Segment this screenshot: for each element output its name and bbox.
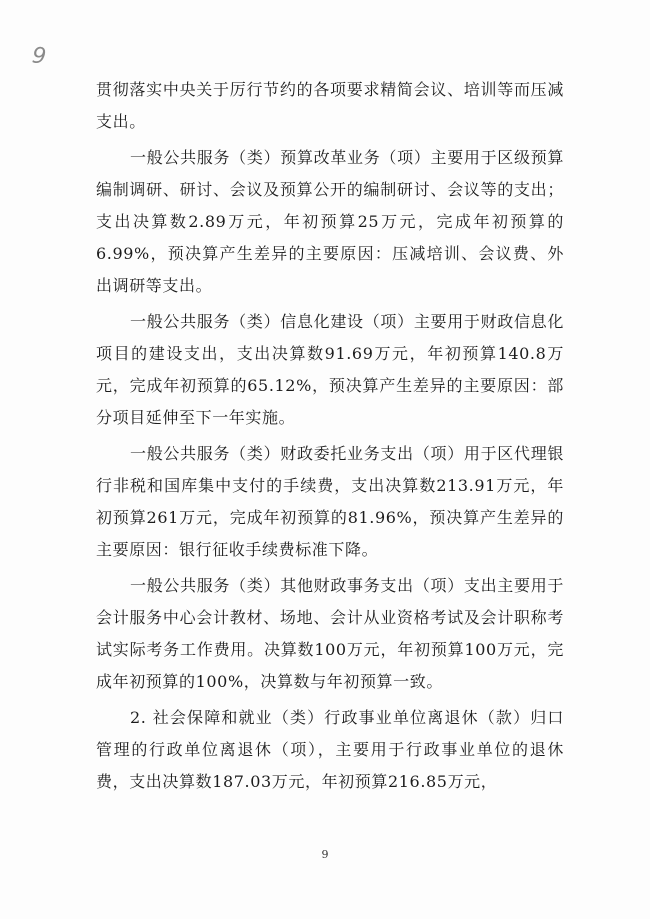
- document-body: [96, 74, 564, 802]
- paragraph-informatization: 一般公共服务（类）信息化建设（项）主要用于财政信息化项目的建设支出，支出决算数91.69万元，年初预算140.8万元，完成年初预算的65.12%，预决算产生差异的主要原因：部分项目延伸至下一年实施。: [96, 312, 564, 427]
- paragraph-continuation: 贯彻落实中央关于厉行节约的各项要求精简会议、培训等而压减支出。: [96, 80, 564, 131]
- paragraph-budget-reform: 一般公共服务（类）预算改革业务（项）主要用于区级预算编制调研、研讨、会议及预算公开的编制研讨、会议等的支出；支出决算数2.89万元，年初预算25万元，完成年初预算的6.99%，预决算产生差异的主要原因：压减培训、会议费、外出调研等支出。: [96, 148, 564, 295]
- handwritten-page-mark: 9: [30, 43, 48, 70]
- page-number: 9: [321, 848, 329, 861]
- paragraph-other-finance-affairs: 一般公共服务（类）其他财政事务支出（项）支出主要用于会计服务中心会计教材、场地、会计从业资格考试及会计职称考试实际考务工作费用。决算数100万元，年初预算100万元，完成年初预算的100%，决算数与年初预算一致。: [96, 576, 564, 691]
- paragraph-social-security: 2. 社会保障和就业（类）行政事业单位离退休（款）归口管理的行政单位离退休（项），主要用于行政事业单位的退休费，支出决算数187.03万元，年初预算216.85万元，: [96, 708, 564, 791]
- paragraph-entrusted-business: 一般公共服务（类）财政委托业务支出（项）用于区代理银行非税和国库集中支付的手续费，支出决算数213.91万元，年初预算261万元，完成年初预算的81.96%，预决算产生差异的主要原因：银行征收手续费标准下降。: [96, 444, 564, 559]
